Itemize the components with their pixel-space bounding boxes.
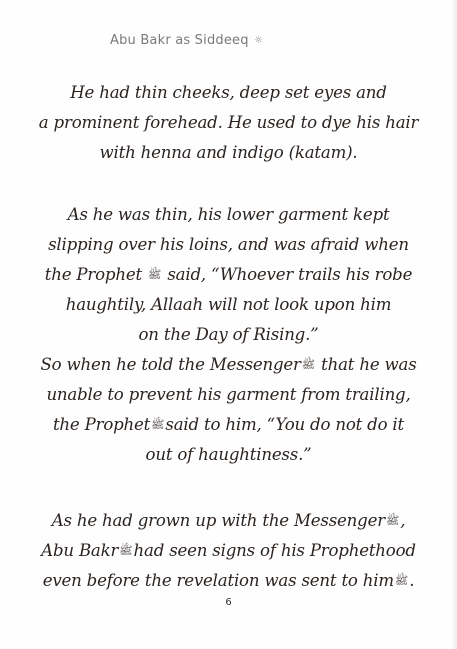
text-line: He had thin cheeks, deep set eyes and [70, 83, 387, 102]
running-header [110, 33, 263, 48]
text-segment: that he was [316, 355, 417, 374]
salawat-honorific-icon: ﷺ [151, 418, 165, 431]
radiyallahu-anhu-seal-icon: ☼ [254, 35, 264, 46]
salawat-honorific-icon: ﷺ [394, 574, 409, 587]
text-segment: even before the revelation was sent to him [42, 571, 394, 590]
text-line [18, 350, 439, 380]
text-line: As he was thin, his lower garment kept [67, 205, 390, 224]
text-line: on the Day of Rising.” [138, 325, 319, 344]
text-line: unable to prevent his garment from trailing, [46, 385, 411, 404]
text-line: out of haughtiness.” [145, 445, 312, 464]
running-header-title: Abu Bakr as Siddeeq [110, 33, 249, 48]
page-number: 6 [225, 597, 232, 608]
radiyallahu-anhu-honorific-icon: ﷺ [119, 544, 133, 557]
text-line [18, 536, 439, 566]
text-segment: Abu Bakr [41, 541, 119, 560]
text-segment: said to him, “You do not do it [165, 415, 405, 434]
text-line [18, 506, 439, 536]
text-line [18, 260, 439, 290]
text-segment: had seen signs of his Prophethood [133, 541, 416, 560]
paragraph-3 [18, 506, 439, 596]
text-segment: , [400, 511, 406, 530]
text-line: slipping over his loins, and was afraid when [48, 235, 409, 254]
salawat-honorific-icon: ﷺ [148, 268, 162, 281]
text-line [18, 410, 439, 440]
text-segment: the Prophet [44, 265, 147, 284]
paragraph-2 [18, 200, 439, 470]
page-edge-shadow [451, 0, 457, 649]
text-line: a prominent forehead. He used to dye his hair [38, 113, 419, 132]
text-segment: the Prophet [52, 415, 151, 434]
text-line: with henna and indigo (katam). [99, 143, 358, 162]
text-segment: said, “Whoever trails his robe [162, 265, 413, 284]
text-line: haughtily, Allaah will not look upon him [65, 295, 392, 314]
text-segment: As he had grown up with the Messenger [51, 511, 385, 530]
salawat-honorific-icon: ﷺ [385, 514, 400, 527]
salawat-honorific-icon: ﷺ [301, 358, 316, 371]
text-segment: So when he told the Messenger [40, 355, 301, 374]
text-segment: . [409, 571, 415, 590]
paragraph-1 [18, 78, 439, 168]
text-line [18, 566, 439, 596]
